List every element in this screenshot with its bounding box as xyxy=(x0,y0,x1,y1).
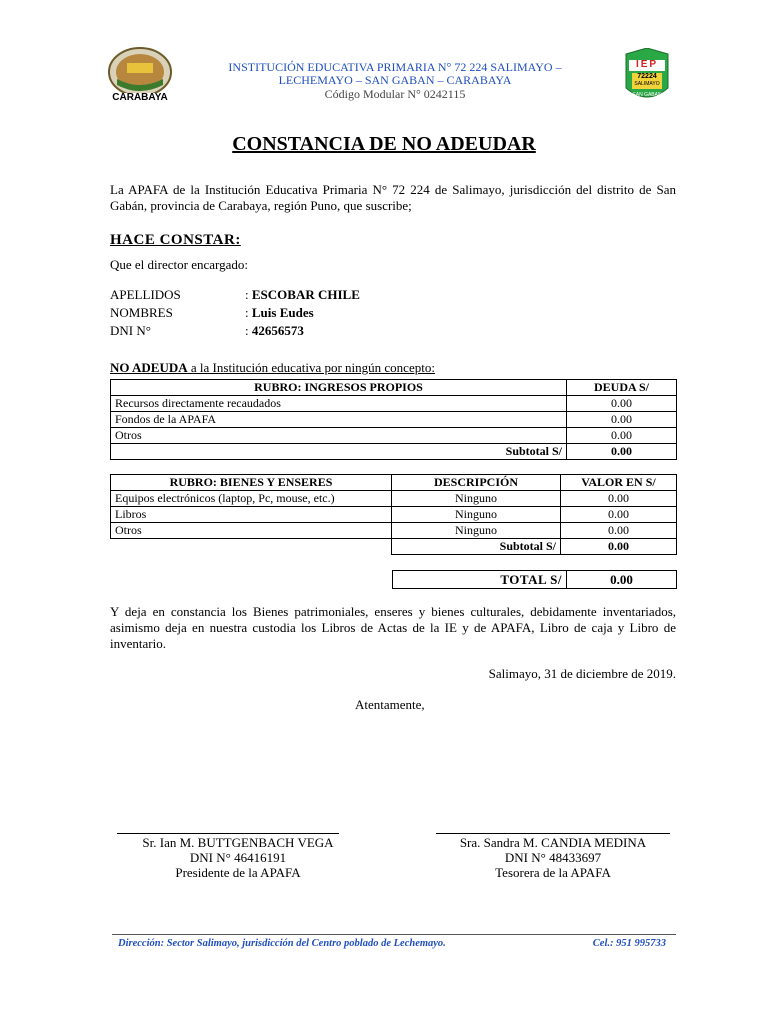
signer-2 xyxy=(424,835,682,880)
right-logo-sub: SALIMAYO xyxy=(634,81,660,87)
subtotal-label: Subtotal S/ xyxy=(111,444,567,460)
closing-paragraph: Y deja en constancia los Bienes patrimoniales, enseres y bienes culturales, debidamente inventariados, asimismo deja en nuestra custodia los Libros de Actas de la IE y de APAFA, Libro de caja y Libro de inventario. xyxy=(110,604,676,651)
ugel-carabaya-logo xyxy=(105,45,175,107)
total-value: 0.00 xyxy=(567,571,677,589)
table-cell: Otros xyxy=(111,428,567,444)
table-cell: 0.00 xyxy=(561,523,677,539)
field-value-nombres: : Luis Eudes xyxy=(245,305,314,320)
total-label: TOTAL S/ xyxy=(393,571,567,589)
table-row xyxy=(111,396,677,412)
table-cell: Recursos directamente recaudados xyxy=(111,396,567,412)
signature-line-1 xyxy=(117,833,339,834)
subtotal-value: 0.00 xyxy=(567,444,677,460)
table-cell: Ninguno xyxy=(392,507,561,523)
signer-name: Sra. Sandra M. CANDIA MEDINA xyxy=(459,835,647,850)
subtotal-label: Subtotal S/ xyxy=(392,539,561,555)
total-table xyxy=(392,570,677,589)
table-row xyxy=(111,412,677,428)
signer-dni: DNI N° 48433697 xyxy=(504,850,602,865)
signer-role: Presidente de la APAFA xyxy=(175,865,301,880)
intro-paragraph: La APAFA de la Institución Educativa Primaria N° 72 224 de Salimayo, jurisdicción del distrito de San Gabán, provincia de Carabaya, región Puno, que suscribe; xyxy=(110,182,676,213)
table-cell: Fondos de la APAFA xyxy=(111,412,567,428)
left-logo-text: CARABAYA xyxy=(112,92,168,103)
no-adeuda-line xyxy=(110,360,435,376)
table-cell: Libros xyxy=(111,507,392,523)
field-label-dni: DNI N° xyxy=(110,323,151,338)
footer-phone: Cel.: 951 995733 xyxy=(592,938,666,949)
table-header-cell: RUBRO: BIENES Y ENSERES xyxy=(111,475,392,491)
footer-address: Dirección: Sector Salimayo, jurisdicción del Centro poblado de Lechemayo. xyxy=(118,938,446,949)
no-adeuda-rest: a la Institución educativa por ningún concepto: xyxy=(187,360,435,375)
table-cell: Ninguno xyxy=(392,491,561,507)
field-label-nombres: NOMBRES xyxy=(110,305,173,320)
total-row xyxy=(393,571,677,589)
subtotal-row xyxy=(111,444,677,460)
table-header-cell: DESCRIPCIÓN xyxy=(392,475,561,491)
signer-role: Tesorera de la APAFA xyxy=(495,865,611,880)
signature-line-2 xyxy=(436,833,670,834)
field-value-apellidos: : ESCOBAR CHILE xyxy=(245,287,360,302)
subtotal-row xyxy=(111,539,677,555)
table-cell: 0.00 xyxy=(561,507,677,523)
table-header-cell: RUBRO: INGRESOS PROPIOS xyxy=(111,380,567,396)
table-header-row xyxy=(111,380,677,396)
table-header-row xyxy=(111,475,677,491)
table-header-cell: DEUDA S/ xyxy=(567,380,677,396)
table-cell: 0.00 xyxy=(561,491,677,507)
signer-dni: DNI N° 46416191 xyxy=(189,850,287,865)
header-line-1: INSTITUCIÓN EDUCATIVA PRIMARIA N° 72 224 SALIMAYO – xyxy=(228,60,562,74)
table-cell: Ninguno xyxy=(392,523,561,539)
table-row xyxy=(111,428,677,444)
bienes-table xyxy=(110,474,677,555)
date-line: Salimayo, 31 de diciembre de 2019. xyxy=(488,666,676,681)
table-cell: Equipos electrónicos (laptop, Pc, mouse, etc.) xyxy=(111,491,392,507)
hace-constar-heading: HACE CONSTAR: xyxy=(110,232,241,248)
header-line-2: LECHEMAYO – SAN GABAN – CARABAYA xyxy=(278,73,512,87)
right-logo-number: 72224 xyxy=(637,73,657,80)
table-row xyxy=(111,491,677,507)
signer-1 xyxy=(110,835,366,880)
no-adeuda-bold: NO ADEUDA xyxy=(110,360,188,375)
iep-logo xyxy=(622,48,672,104)
table-cell: 0.00 xyxy=(567,412,677,428)
table-cell: Otros xyxy=(111,523,392,539)
signer-name: Sr. Ian M. BUTTGENBACH VEGA xyxy=(142,835,334,850)
ingresos-table xyxy=(110,379,677,460)
right-logo-iep: IEP xyxy=(635,59,659,70)
subtotal-value: 0.00 xyxy=(561,539,677,555)
table-row xyxy=(111,523,677,539)
table-row xyxy=(111,507,677,523)
right-logo-bottom: SAN GABAN xyxy=(632,92,662,98)
header-code: Código Modular N° 0242115 xyxy=(324,87,466,101)
table-cell: 0.00 xyxy=(567,428,677,444)
table-header-cell: VALOR EN S/ xyxy=(561,475,677,491)
table-cell-empty xyxy=(111,539,392,555)
document-title: CONSTANCIA DE NO ADEUDAR xyxy=(232,133,536,155)
footer-divider xyxy=(112,934,676,935)
table-cell: 0.00 xyxy=(567,396,677,412)
director-line: Que el director encargado: xyxy=(110,257,248,272)
field-label-apellidos: APELLIDOS xyxy=(110,287,181,302)
regards: Atentamente, xyxy=(355,697,425,712)
field-value-dni: : 42656573 xyxy=(245,323,304,338)
